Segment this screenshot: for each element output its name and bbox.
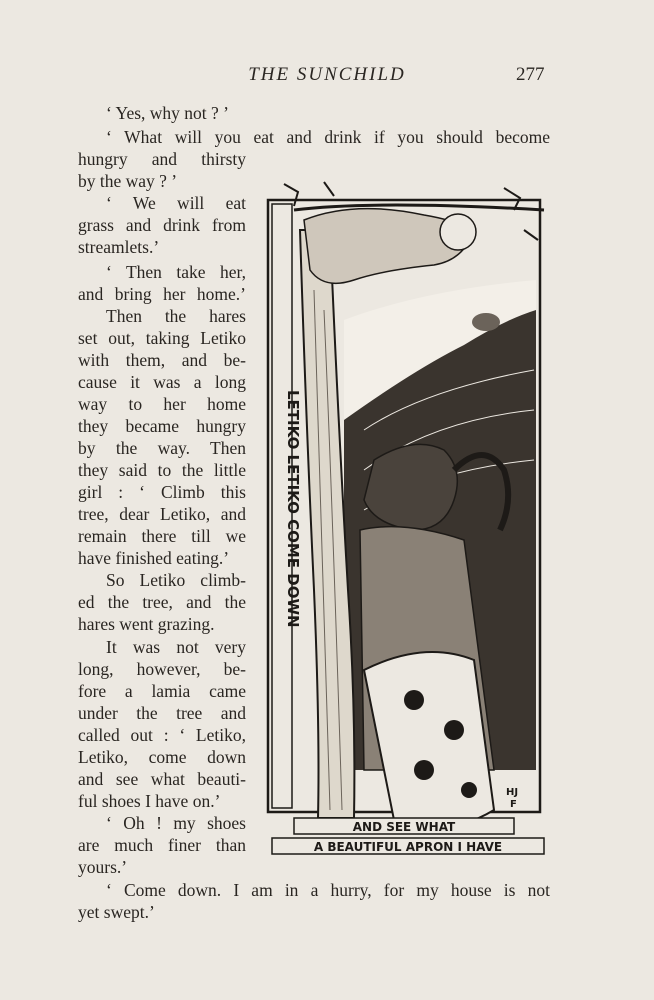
illustration-drawing: [264, 170, 554, 860]
girl-face: [440, 214, 476, 250]
text-line: So Letiko climb-: [106, 570, 246, 590]
text-line: fore a lamia came: [78, 681, 246, 701]
text-line: set out, taking Letiko: [78, 328, 246, 348]
text-line: yet swept.’: [78, 902, 155, 922]
apron-pattern: [444, 720, 464, 740]
text-line: tree, dear Letiko, and: [78, 504, 246, 524]
branch: [294, 205, 544, 210]
text-line: by the way ? ’: [78, 171, 178, 191]
hare: [472, 313, 500, 331]
text-line: grass and drink from: [78, 215, 246, 235]
text-line: they became hungry: [78, 416, 246, 436]
page-number: 277: [516, 64, 545, 85]
monogram: F: [510, 799, 517, 810]
text-line: It was not very: [106, 637, 246, 657]
text-line: with them, and be-: [78, 350, 246, 370]
text-line: called out : ‘ Letiko,: [78, 725, 246, 745]
text-line: girl : ‘ Climb this: [78, 482, 246, 502]
apron-pattern: [404, 690, 424, 710]
text-line: yours.’: [78, 857, 128, 877]
bottom-caption-1: AND SEE WHAT: [352, 820, 456, 834]
text-line: and bring her home.’: [78, 284, 246, 304]
apron-pattern: [414, 760, 434, 780]
text-line: ‘ Come down. I am in a hurry, for my house is not: [106, 880, 550, 900]
text-line: hungry and thirsty: [78, 149, 246, 169]
monogram: HJ: [506, 787, 519, 798]
text-line: are much finer than: [78, 835, 246, 855]
text-line: they said to the little: [78, 460, 246, 480]
text-line: long, however, be-: [78, 659, 246, 679]
text-line: ‘ Then take her,: [106, 262, 246, 282]
text-line: under the tree and: [78, 703, 246, 723]
text-line: way to her home: [78, 394, 246, 414]
lamia-head: [364, 444, 457, 530]
text-line: cause it was a long: [78, 372, 246, 392]
bottom-caption-2: A BEAUTIFUL APRON I HAVE: [313, 840, 503, 854]
text-line: and see what beauti-: [78, 769, 246, 789]
side-caption: LETIKO LETIKO COME DOWN: [284, 390, 302, 628]
text-line: ‘ Yes, why not ? ’: [106, 103, 229, 123]
text-line: ‘ Oh ! my shoes: [106, 813, 246, 833]
running-title: THE SUNCHILD: [248, 64, 406, 85]
text-line: Then the hares: [106, 306, 246, 326]
text-line: hares went grazing.: [78, 614, 215, 634]
text-line: have finished eating.’: [78, 548, 230, 568]
text-line: remain there till we: [78, 526, 246, 546]
text-line: ful shoes I have on.’: [78, 791, 221, 811]
text-line: ‘ We will eat: [106, 193, 246, 213]
text-line: by the way. Then: [78, 438, 246, 458]
illustration: [264, 170, 554, 860]
apron: [364, 652, 494, 828]
text-line: ed the tree, and the: [78, 592, 246, 612]
text-line: ‘ What will you eat and drink if you should become: [106, 127, 550, 147]
text-line: streamlets.’: [78, 237, 160, 257]
text-line: Letiko, come down: [78, 747, 246, 767]
apron-pattern: [461, 782, 477, 798]
